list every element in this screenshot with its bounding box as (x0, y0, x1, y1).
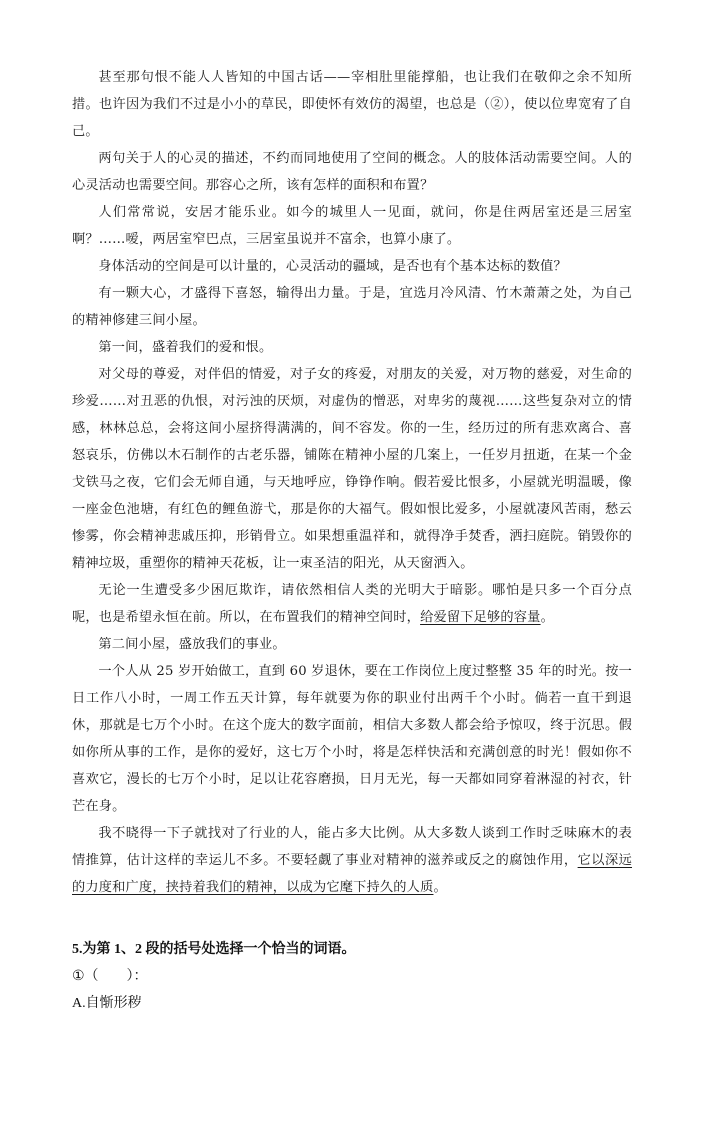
reading-passage (72, 64, 632, 901)
underlined-phrase-1: 给爱留下足够的容量 (420, 610, 541, 625)
paragraph-7: 对父母的尊爱，对伴侣的情爱，对子女的疼爱，对朋友的关爱，对万物的慈爱，对生命的珍爱……对丑恶的仇恨，对污浊的厌烦，对虚伪的憎恶，对卑劣的蔑视……这些复杂对立的情感，林林总总，会将这间小屋挤得满满的，间不容发。你的一生，经历过的所有悲欢离合、喜怒哀乐，仿佛以木石制作的古老乐器，铺陈在精神小屋的几案上，一任岁月扭逝，在某一个金戈铁马之夜，它们会无师自通，与天地呼应，铮铮作响。假若爱比恨多，小屋就光明温暖，像一座金色池塘，有红色的鲤鱼游弋，那是你的大福气。假如恨比爱多，小屋就凄风苦雨，愁云惨雾，你会精神悲戚压抑，形销骨立。如果想重温祥和，就得净手焚香，洒扫庭院。销毁你的精神垃圾，重塑你的精神天花板，让一束圣洁的阳光，从天窗洒入。 (72, 367, 632, 571)
paragraph-1: 甚至那句恨不能人人皆知的中国古话——宰相肚里能撑船，也让我们在敬仰之余不知所措。也许因为我们不过是小小的草民，即使怀有效仿的渴望，也总是（②），使以位卑宽宥了自己。 (72, 70, 632, 139)
paragraph-4: 身体活动的空间是可以计量的，心灵活动的疆域，是否也有个基本达标的数值？ (98, 259, 567, 274)
paragraph-11-text: 我不晓得一下子就找对了行业的人，能占多大比例。从大多数人谈到工作时乏味麻木的表情推算，估计这样的幸运儿不多。不要轻觑了事业对精神的滋养或反之的腐蚀作用， (72, 826, 632, 868)
paragraph-2: 两句关于人的心灵的描述，不约而同地使用了空间的概念。人的肢体活动需要空间。人的心灵活动也需要空间。那容心之所，该有怎样的面积和布置？ (72, 151, 632, 193)
paragraph-10: 一个人从 25 岁开始做工，直到 60 岁退休，要在工作岗位上度过整整 35 年的时光。按一日工作八小时，一周工作五天计算，每年就要为你的职业付出两千个小时。倘若一直干到退休，那就是七万个小时。在这个庞大的数字面前，相信大多数人都会给予惊叹，终于沉思。假如你所从事的工作，是你的爱好，这七万个小时，将是怎样快活和充满创意的时光！假如你不喜欢它，漫长的七万个小时，足以让花容磨损，日月无光，每一天都如同穿着淋湿的衬衣，针芒在身。 (72, 664, 632, 814)
paragraph-6: 第一间，盛着我们的爱和恨。 (98, 340, 273, 355)
paragraph-8-end: 。 (540, 610, 554, 625)
paragraph-11 (72, 820, 632, 901)
option-a: A.自惭形秽 (72, 996, 142, 1011)
paragraph-11-end: 。 (433, 880, 447, 895)
paragraph-8-text: 无论一生遭受多少困厄欺诈，请依然相信人类的光明大于暗影。哪怕是只多一个百分点呢，也是希望永恒在前。所以，在布置我们的精神空间时， (72, 583, 632, 625)
paragraph-9: 第二间小屋，盛放我们的事业。 (98, 637, 286, 652)
question-block (72, 936, 632, 1017)
underlined-phrase-2: 它以深远的力度和广度，挟持着我们的精神，以成为它麾下持久的人质 (72, 853, 632, 895)
question-title: 5.为第 1、2 段的括号处选择一个恰当的词语。 (72, 942, 356, 957)
paragraph-5: 有一颗大心，才盛得下喜怒，输得出力量。于是，宜选月冷风清、竹木萧萧之处，为自己的精神修建三间小屋。 (72, 286, 632, 328)
question-blank: ①（ ）： (72, 969, 148, 984)
paragraph-8 (72, 577, 632, 631)
paragraph-3: 人们常常说，安居才能乐业。如今的城里人一见面，就问，你是住两居室还是三居室啊？……嗳，两居室窄巴点，三居室虽说并不富余，也算小康了。 (72, 205, 632, 247)
